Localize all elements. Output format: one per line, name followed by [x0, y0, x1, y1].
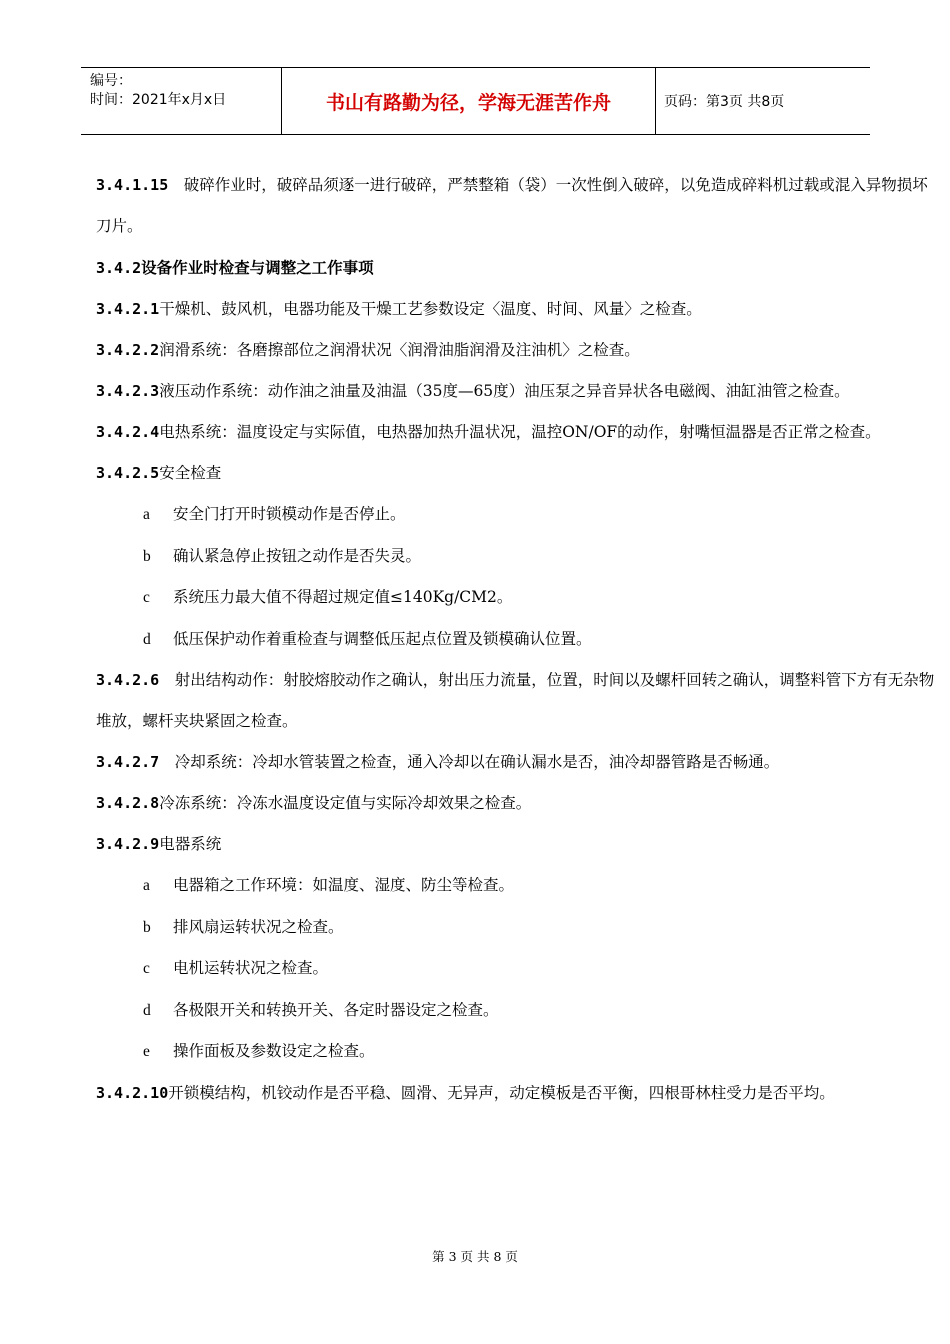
list-item-text: 电机运转状况之检查。 — [173, 959, 329, 977]
paragraph-3-4-2-2 — [96, 330, 936, 371]
clause-number: 3.4.2.4 — [96, 423, 160, 441]
list-item-text: 低压保护动作着重检查与调整低压起点位置及锁模确认位置。 — [173, 629, 592, 648]
clause-text: 射出结构动作：射胶熔胶动作之确认，射出压力流量，位置，时间以及螺杆回转之确认，调整料管下方有无杂物堆放，螺杆夹块紧固之检查。 — [96, 671, 935, 730]
list-item-letter: c — [143, 589, 150, 606]
clause-number: 3.4.2 — [96, 259, 142, 277]
paragraph-3-4-2-8 — [96, 783, 936, 824]
header-info-cell — [81, 68, 282, 134]
list-item-text: 电器箱之工作环境：如温度、湿度、防尘等检查。 — [173, 876, 515, 894]
list-item — [96, 948, 936, 990]
paragraph-3-4-1-15 — [96, 165, 936, 247]
page-footer: 第 3 页 共 8 页 — [432, 1249, 518, 1264]
list-item — [96, 907, 936, 949]
clause-number: 3.4.2.8 — [96, 794, 160, 812]
clause-text: 冷冻系统：冷冻水温度设定值与实际冷却效果之检查。 — [159, 794, 532, 812]
clause-number: 3.4.1.15 — [96, 176, 169, 194]
clause-number: 3.4.2.9 — [96, 835, 160, 853]
paragraph-3-4-2-9 — [96, 824, 936, 865]
list-item-text: 确认紧急停止按钮之动作是否失灵。 — [173, 546, 422, 565]
list-item — [96, 577, 936, 619]
clause-text: 干燥机、鼓风机，电器功能及干燥工艺参数设定〈温度、时间、风量〉之检查。 — [159, 300, 702, 318]
list-item — [96, 494, 936, 536]
list-item-text: 系统压力最大值不得超过规定值≤140Kg/CM2。 — [173, 588, 513, 606]
list-item-letter: e — [143, 1043, 150, 1060]
list-item — [96, 1031, 936, 1073]
paragraph-3-4-2-4 — [96, 412, 936, 453]
list-item — [96, 619, 936, 661]
clause-number: 3.4.2.7 — [96, 753, 160, 771]
header-motto: 书山有路勤为径，学海无涯苦作舟 — [282, 68, 656, 134]
list-item-letter: d — [143, 1001, 151, 1019]
paragraph-3-4-2-1 — [96, 289, 936, 330]
list-item-text: 各极限开关和转换开关、各定时器设定之检查。 — [173, 1000, 499, 1019]
paragraph-3-4-2-7 — [96, 742, 936, 783]
clause-text: 液压动作系统：动作油之油量及油温（35度—65度）油压泵之异音异状各电磁阀、油缸油管之检查。 — [159, 382, 850, 400]
list-item-letter: c — [143, 960, 150, 977]
paragraph-3-4-2-3 — [96, 371, 936, 412]
list-item — [96, 865, 936, 907]
list-item-letter: d — [143, 630, 151, 648]
list-item — [96, 536, 936, 578]
clause-number: 3.4.2.1 — [96, 300, 160, 318]
clause-text: 润滑系统：各磨擦部位之润滑状况〈润滑油脂润滑及注油机〉之检查。 — [159, 341, 640, 359]
document-date-label: 时间：2021年x月x日 — [90, 92, 227, 108]
list-item-text: 操作面板及参数设定之检查。 — [173, 1042, 375, 1060]
paragraph-3-4-2-5 — [96, 453, 936, 494]
paragraph-3-4-2-6 — [96, 660, 936, 742]
clause-number: 3.4.2.10 — [96, 1083, 169, 1102]
list-item-text: 安全门打开时锁模动作是否停止。 — [173, 505, 406, 523]
list-item-letter: b — [143, 547, 151, 565]
clause-text: 破碎作业时，破碎品须逐一进行破碎，严禁整箱（袋）一次性倒入破碎，以免造成碎料机过载或混入异物损坏刀片。 — [96, 176, 928, 235]
document-number-label: 编号： — [90, 73, 132, 89]
clause-number: 3.4.2.2 — [96, 341, 160, 359]
clause-number: 3.4.2.6 — [96, 671, 160, 689]
list-item-letter: a — [143, 506, 150, 523]
clause-text: 安全检查 — [159, 464, 222, 482]
list-item-letter: b — [143, 918, 151, 936]
list-item-letter: a — [143, 877, 150, 894]
clause-number: 3.4.2.3 — [96, 382, 160, 400]
section-heading-3-4-2 — [96, 247, 936, 289]
paragraph-3-4-2-10 — [96, 1073, 936, 1114]
clause-number: 3.4.2.5 — [96, 464, 160, 482]
clause-text: 设备作业时检查与调整之工作事项 — [141, 258, 374, 277]
clause-text: 冷却系统：冷却水管装置之检查，通入冷却以在确认漏水是否，油冷却器管路是否畅通。 — [159, 753, 780, 771]
document-body — [96, 165, 936, 1114]
clause-text: 电器系统 — [159, 835, 222, 853]
clause-text: 电热系统：温度设定与实际值，电热器加热升温状况，温控ON/OF的动作，射嘴恒温器是否正常之检查。 — [159, 423, 881, 441]
list-item — [96, 990, 936, 1032]
list-item-text: 排风扇运转状况之检查。 — [173, 917, 344, 936]
header-table — [81, 67, 870, 135]
clause-text: 开锁模结构，机铰动作是否平稳、圆滑、无异声，动定模板是否平衡，四根哥林柱受力是否平均。 — [168, 1083, 835, 1102]
header-page-label: 页码：第3页 共8页 — [664, 94, 785, 110]
